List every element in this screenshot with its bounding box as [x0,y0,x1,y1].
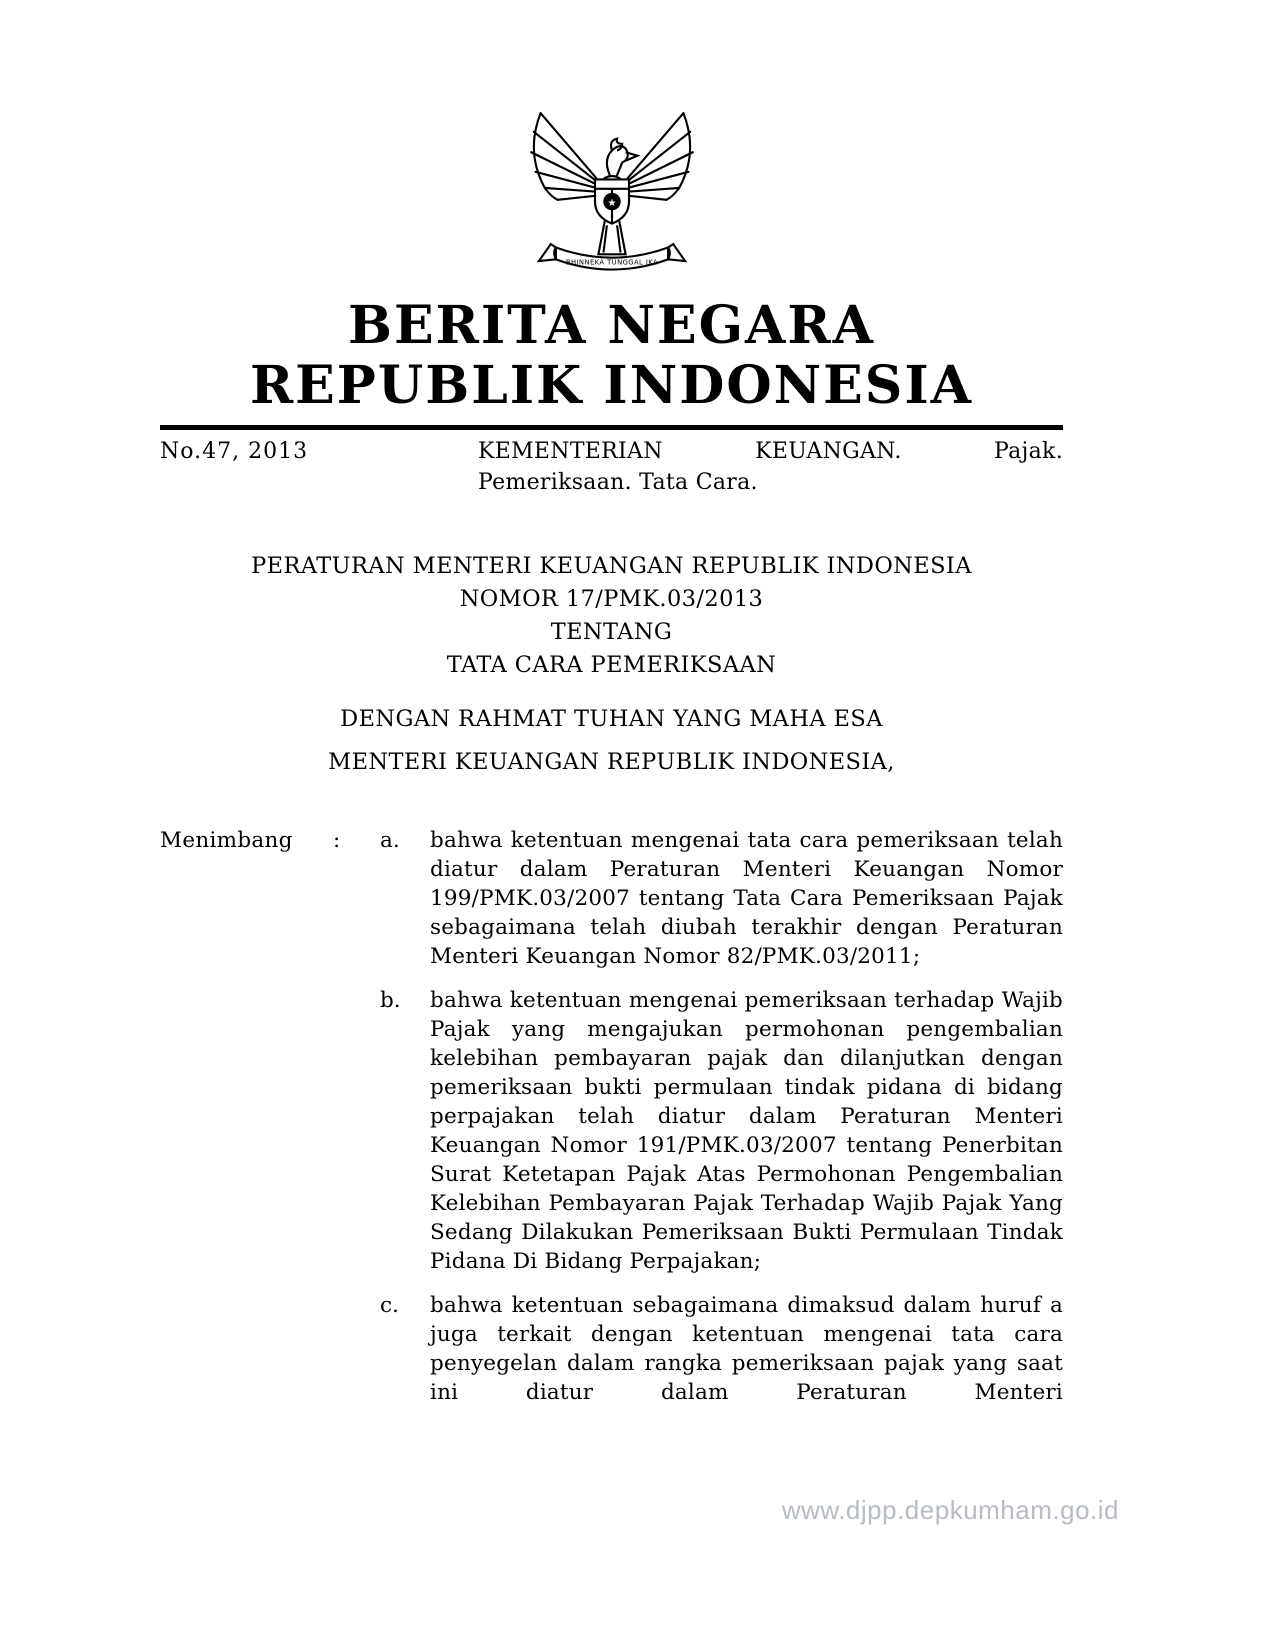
regulation-number: NOMOR 17/PMK.03/2013 [459,585,764,612]
regulation-title [160,550,1063,682]
item-text: bahwa ketentuan mengenai pemeriksaan terhadap Wajib Pajak yang mengajukan permohonan pengembalian kelebihan pembayaran pajak dan dilanjutkan dengan pemeriksaan bukti permulaan tindak pidana di bidang perpajakan telah diatur dalam Peraturan Menteri Keuangan Nomor 191/PMK.03/2007 tentang Penerbitan Surat Ketetapan Pajak Atas Permohonan Pengembalian Kelebihan Pembayaran Pajak Terhadap Wajib Pajak Yang Sedang Dilakukan Pemeriksaan Bukti Permulaan Tindak Pidana Di Bidang Perpajakan; [430,987,1063,1274]
garuda-pancasila-emblem [527,84,697,284]
item-text: bahwa ketentuan sebagaimana dimaksud dalam huruf a juga terkait dengan ketentuan mengenai tata cara penyegelan dalam rangka pemeriksaan pajak yang saat ini diatur dalam Peraturan Menteri [430,1292,1063,1405]
preamble-line1: DENGAN RAHMAT TUHAN YANG MAHA ESA [340,705,883,732]
footer-watermark: www.djpp.depkumham.go.id [781,1495,1119,1525]
shield-star-icon: ★ [606,197,617,209]
menimbang-label: Menimbang [160,827,293,853]
consideration-item-b [380,986,1063,1276]
gazette-subject [478,436,1063,498]
masthead-line1: BERITA NEGARA [348,295,875,356]
item-marker: c. [380,1292,399,1318]
preamble-line2: MENTERI KEUANGAN REPUBLIK INDONESIA, [328,748,895,775]
consideration-item-a [380,826,1063,971]
gazette-masthead [160,296,1063,417]
item-marker: a. [380,827,400,853]
gazette-subject-line1: KEMENTERIAN KEUANGAN. Pajak. [478,438,1063,464]
masthead-rule [160,425,1063,430]
regulation-tentang: TENTANG [550,618,673,645]
item-marker: b. [380,987,401,1013]
emblem-motto-text: BHINNEKA TUNGGAL IKA [565,258,658,267]
page-content [0,84,1275,1407]
gazette-number: No.47, 2013 [160,438,309,464]
item-text: bahwa ketentuan mengenai tata cara pemeriksaan telah diatur dalam Peraturan Menteri Keuangan Nomor 199/PMK.03/2007 tentang Tata Cara Pemeriksaan Pajak sebagaimana telah diubah terakhir dengan Peraturan Menteri Keuangan Nomor 82/PMK.03/2011; [430,827,1063,969]
consideration-item-c [380,1291,1063,1407]
considerations-section [160,826,1063,1407]
menimbang-colon: : [333,827,341,853]
garuda-pancasila-icon [527,84,697,280]
regulation-title-line1: PERATURAN MENTERI KEUANGAN REPUBLIK INDONESIA [251,552,972,579]
gazette-subject-line2: Pemeriksaan. Tata Cara. [478,469,758,495]
masthead-line2: REPUBLIK INDONESIA [249,355,974,417]
considerations-list [380,826,1063,1407]
regulation-subject: TATA CARA PEMERIKSAAN [446,651,777,678]
preamble [160,698,1063,784]
gazette-header-row [160,436,1063,498]
